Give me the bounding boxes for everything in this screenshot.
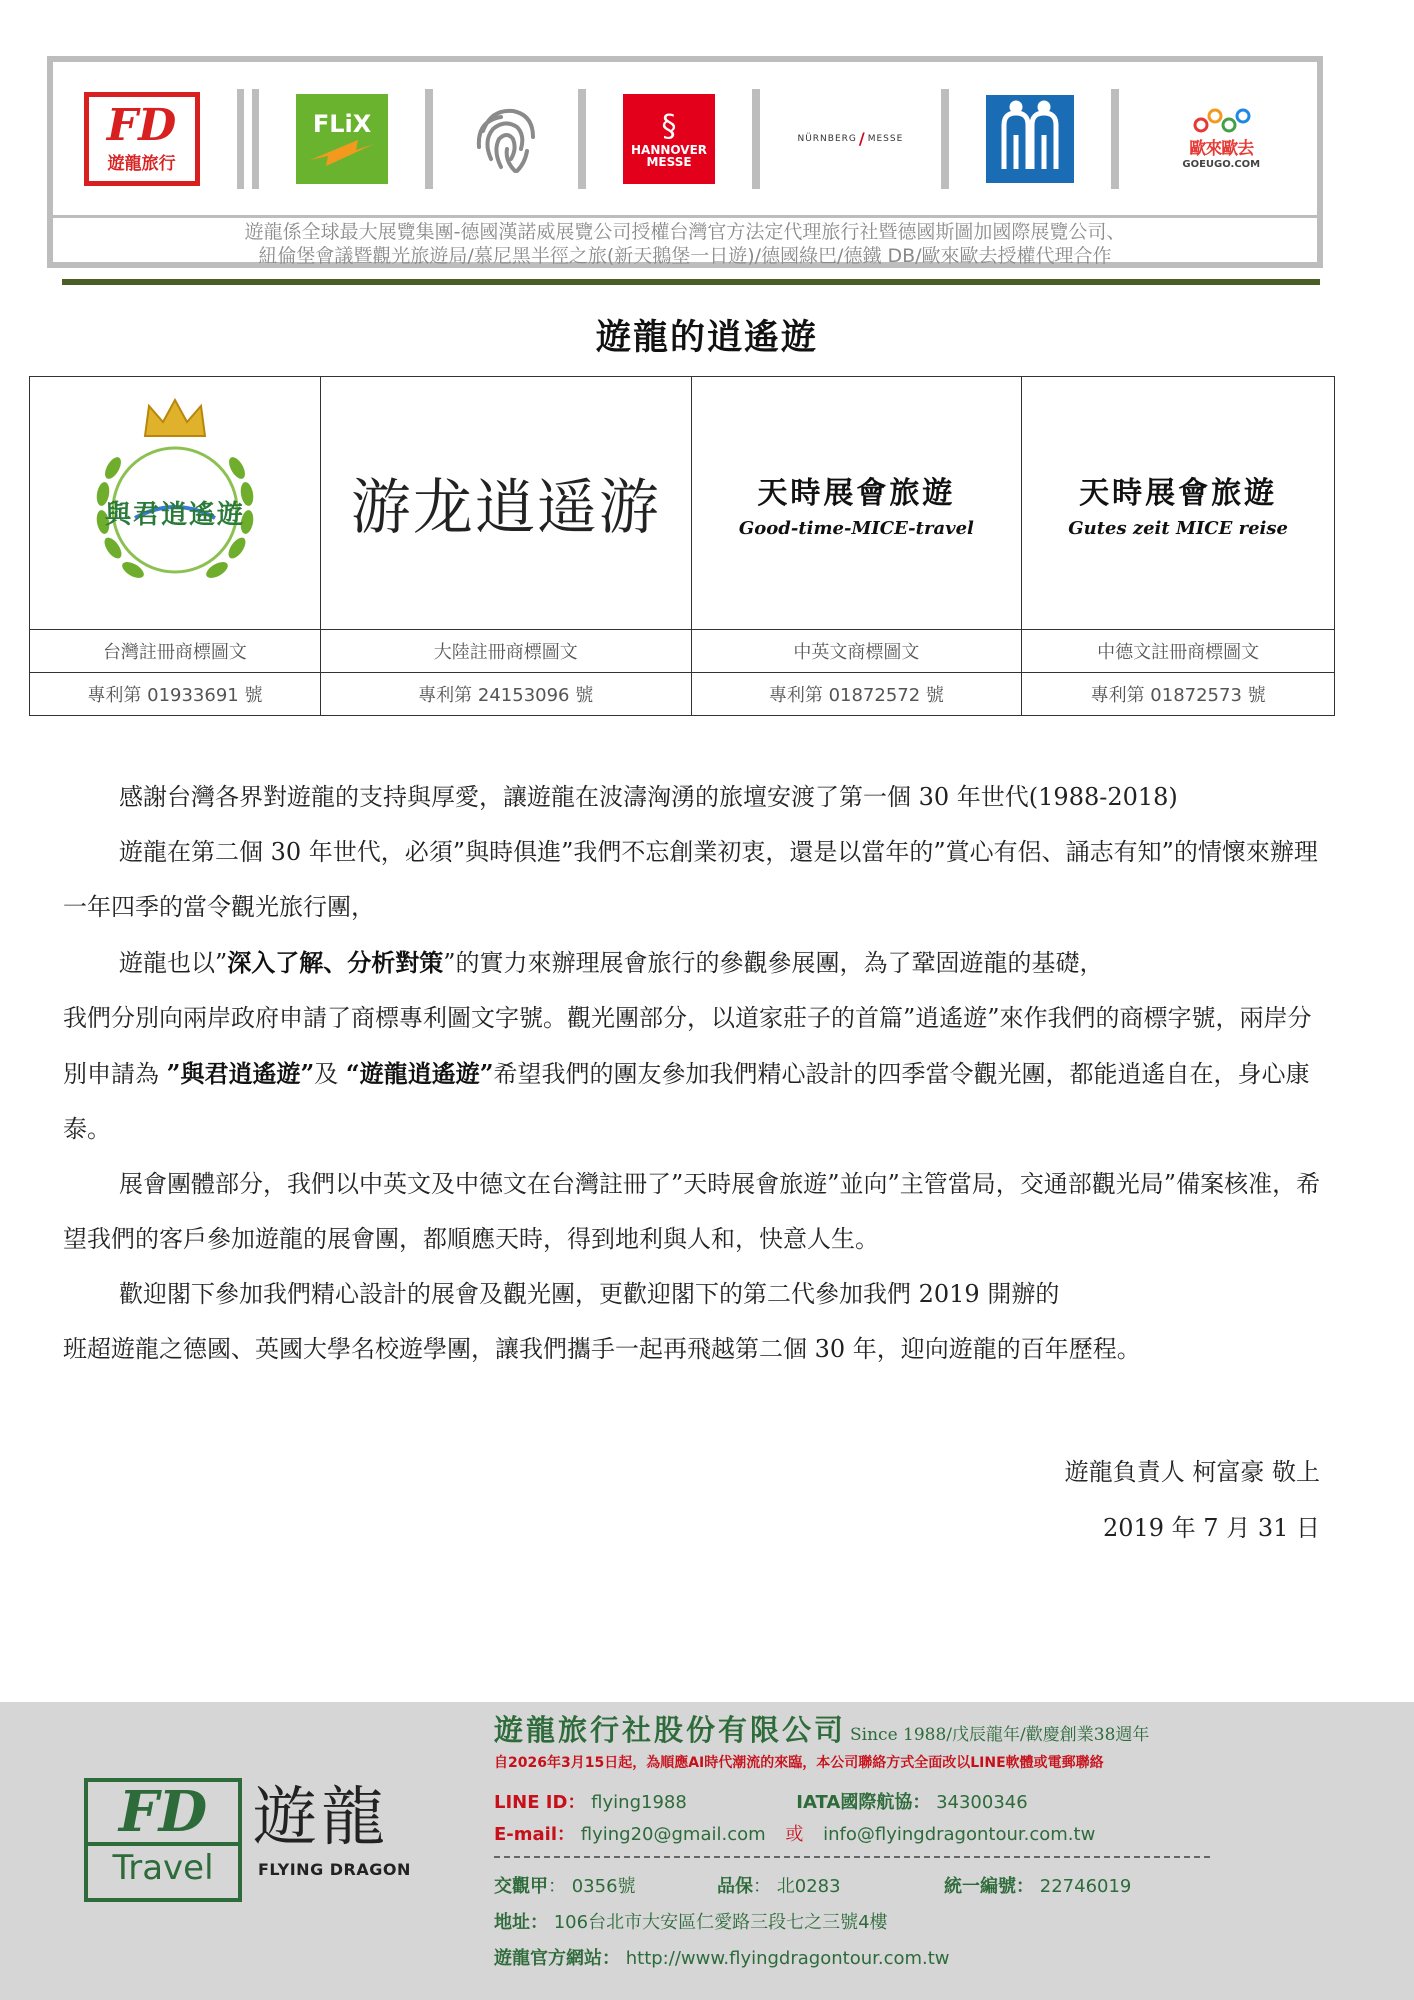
iata-label: IATA國際航協 — [796, 1792, 913, 1813]
nuernberg-logo-text: NÜRNBERG — [797, 133, 857, 144]
license-value: 0356號 — [571, 1876, 636, 1897]
divider — [752, 89, 760, 189]
p3-and: 及 — [314, 1060, 339, 1088]
trademark-cell-mainland — [320, 377, 691, 630]
signature-block — [1065, 1444, 1320, 1556]
company-since: Since 1988/戊辰龍年/歡慶創業38週年 — [850, 1725, 1150, 1745]
quality-value: 北0283 — [776, 1876, 841, 1897]
contact-notice: 自2026年3月15日起，為順應AI時代潮流的來臨，本公司聯絡方式全面改以LINE軟體或電郵聯絡 — [494, 1755, 1104, 1771]
trademark-taiwan-text: 與君逍遙遊 — [104, 500, 245, 530]
goeugo-logo — [1156, 96, 1286, 182]
p3-text-a: 遊龍也以” — [119, 949, 228, 977]
nuernberg-logo-text-2: MESSE — [867, 133, 904, 144]
trademark-caption: 台灣註冊商標圖文 — [30, 630, 321, 673]
trademark-caption: 中英文商標圖文 — [691, 630, 1022, 673]
letter-date: 2019 年 7 月 31 日 — [1102, 1514, 1320, 1542]
website-label: 遊龍官方網站 — [494, 1948, 602, 1969]
website-link[interactable]: http://www.flyingdragontour.com.tw — [625, 1948, 950, 1969]
footer — [0, 1702, 1414, 2000]
company-name-text: 遊龍旅行社股份有限公司 — [494, 1713, 847, 1747]
letter-body — [63, 770, 1321, 1377]
goeugo-circles-icon — [1191, 108, 1251, 134]
letter-paragraph-4: 展會團體部分，我們以中英文及中德文在台灣註冊了”天時展會旅遊”並向”主管當局，交通部觀光局”備案核准，希望我們的客戶參加遊龍的展會團，都順應天時，得到地利與人和，快意人生。 — [63, 1170, 1321, 1253]
footer-brand-en: FLYING DRAGON — [258, 1860, 411, 1879]
company-name — [494, 1708, 1149, 1749]
p3-bold-1: 深入了解、分析對策 — [227, 948, 444, 977]
letter-paragraph-5: 歡迎閣下參加我們精心設計的展會及觀光團，更歡迎閣下的第二代參加我們 2019 開辦的 — [119, 1280, 1060, 1308]
trademark-cell-de — [1022, 377, 1335, 630]
line-id-value[interactable]: flying1988 — [591, 1792, 687, 1813]
address-value: 106台北市大安區仁愛路三段七之三號4樓 — [553, 1912, 888, 1933]
website-row: 遊龍官方網站： http://www.flyingdragontour.com.tw — [494, 1948, 950, 1969]
fingerprint-icon — [471, 101, 541, 177]
address-row: 地址： 106台北市大安區仁愛路三段七之三號4樓 — [494, 1912, 888, 1933]
goeugo-logo-text: 歐來歐去 — [1189, 138, 1254, 159]
letter-paragraph-1: 感謝台灣各界對遊龍的支持與厚愛，讓遊龍在波濤洶湧的旅壇安渡了第一個 30 年世代(1988-2018) — [119, 783, 1178, 811]
email-or: 或 — [785, 1824, 804, 1845]
partner-banner — [47, 56, 1323, 268]
p3-text-e: 希望我們的團友參加我們精心設計的四季當令觀光團，都能逍遙自在，身心康泰。 — [63, 1060, 1310, 1143]
trademark-patent: 專利第 24153096 號 — [320, 673, 691, 716]
page-title: 遊龍的逍遙遊 — [595, 317, 818, 358]
fd-logo-subtext: 遊龍旅行 — [107, 154, 176, 174]
fingerprint-logo — [471, 101, 541, 177]
trademark-patent: 專利第 01872573 號 — [1022, 673, 1335, 716]
signer: 遊龍負責人 柯富豪 敬上 — [1064, 1458, 1320, 1486]
trademark-patent-row — [30, 673, 1335, 716]
letter-paragraph-3-cont — [63, 991, 1321, 1157]
trademark-table — [29, 376, 1335, 716]
fd-logo-text: FD — [106, 100, 177, 151]
footer-logo-fd: FD — [118, 1779, 208, 1845]
p3-text-c: ”的實力來辦理展會旅行的參觀參展團，為了鞏固遊龍的基礎， — [443, 949, 1104, 977]
footer-dashed-divider — [494, 1856, 1210, 1858]
flix-arrows-icon — [306, 138, 378, 172]
license-row: 交觀甲： 0356號 品保： 北0283 統一編號： 22746019 — [494, 1876, 1132, 1897]
divider — [237, 89, 259, 189]
trademark-en-cn-text: 天時展會旅遊 — [757, 475, 956, 511]
flix-logo-text: FLiX — [312, 109, 372, 138]
p3-text-d: 我們分別向兩岸政府申請了商標專利圖文字號。觀光團部分，以道家莊子的首篇”逍遙遊”來作我們的商標字號，兩岸分別申請為 — [63, 1004, 1312, 1088]
trademark-de-text: Gutes zeit MICE reise — [1068, 517, 1288, 539]
banner-line-2: 紐倫堡會議暨觀光旅遊局/慕尼黑半徑之旅(新天鵝堡一日遊)/德國綠巴/德鐵 DB/歐來歐去授權代理合作 — [258, 245, 1112, 267]
trademark-caption-row — [30, 630, 1335, 673]
banner-line-1: 遊龍係全球最大展覽集團-德國漢諾威展覽公司授權台灣官方法定代理旅行社暨德國斯圖加國際展覽公司、 — [244, 221, 1126, 243]
trademark-en-text: Good-time-MICE-travel — [738, 517, 974, 539]
tax-id-value: 22746019 — [1039, 1876, 1132, 1897]
iata-value: 34300346 — [936, 1792, 1028, 1813]
hannover-logo-text: HANNOVER MESSE — [631, 142, 708, 169]
divider — [1111, 89, 1119, 189]
email-link-2[interactable]: info@flyingdragontour.com.tw — [823, 1824, 1096, 1845]
partner-banner-text — [53, 218, 1317, 270]
letter-paragraph-5-cont: 班超遊龍之德國、英國大學名校遊學團，讓我們攜手一起再飛越第二個 30 年，迎向遊龍的百年歷程。 — [63, 1335, 1141, 1363]
letter-paragraph-2: 遊龍在第二個 30 年世代，必須”與時俱進”我們不忘創業初衷，還是以當年的”賞心有侶、誦志有知”的情懷來辦理一年四季的當令觀光旅行團， — [63, 838, 1318, 921]
trademark-patent: 專利第 01933691 號 — [30, 673, 321, 716]
partner-logo-row — [53, 62, 1317, 218]
hannover-mark-icon: § — [661, 108, 677, 144]
p3-bold-3: “遊龍逍遙遊” — [345, 1059, 494, 1088]
messe-stuttgart-logo — [986, 95, 1074, 183]
trademark-caption: 大陸註冊商標圖文 — [320, 630, 691, 673]
header-divider — [62, 279, 1320, 285]
email-link-1[interactable]: flying20@gmail.com — [580, 1824, 766, 1845]
trademark-patent: 專利第 01872572 號 — [691, 673, 1022, 716]
nuernberg-messe-logo: NÜRNBERG / MESSE — [797, 129, 904, 148]
tax-id-label: 統一編號 — [944, 1876, 1017, 1897]
divider — [425, 89, 433, 189]
footer-logo-travel: Travel — [88, 1842, 238, 1890]
line-iata-row: LINE ID： flying1988 IATA國際航協： 34300346 — [494, 1792, 1028, 1813]
trademark-cell-en — [691, 377, 1022, 630]
email-label: E-mail — [494, 1824, 558, 1845]
license-label: 交觀甲 — [494, 1876, 548, 1897]
flix-logo — [296, 94, 388, 184]
trademark-mainland-text: 游龙逍遥游 — [350, 473, 661, 543]
address-label: 地址 — [494, 1912, 530, 1933]
trademark-de-cn-text: 天時展會旅遊 — [1079, 475, 1278, 511]
divider — [941, 89, 949, 189]
footer-fd-travel-logo — [84, 1778, 244, 1904]
footer-brand-cn: 遊龍 — [253, 1781, 389, 1855]
hannover-messe-logo — [623, 94, 715, 184]
p3-bold-2: ”與君逍遙遊” — [166, 1059, 315, 1088]
line-id-label: LINE ID — [494, 1792, 568, 1813]
trademark-caption: 中德文註冊商標圖文 — [1022, 630, 1335, 673]
goeugo-logo-subtext: GOEUGO.COM — [1182, 158, 1261, 170]
stuttgart-towers-icon — [986, 95, 1074, 183]
quality-label: 品保 — [717, 1876, 754, 1897]
fd-travel-logo — [84, 92, 200, 186]
letter-paragraph-3 — [63, 935, 1321, 991]
divider — [578, 89, 586, 189]
email-row: E-mail： flying20@gmail.com 或 info@flyingdragontour.com.tw — [494, 1824, 1096, 1845]
